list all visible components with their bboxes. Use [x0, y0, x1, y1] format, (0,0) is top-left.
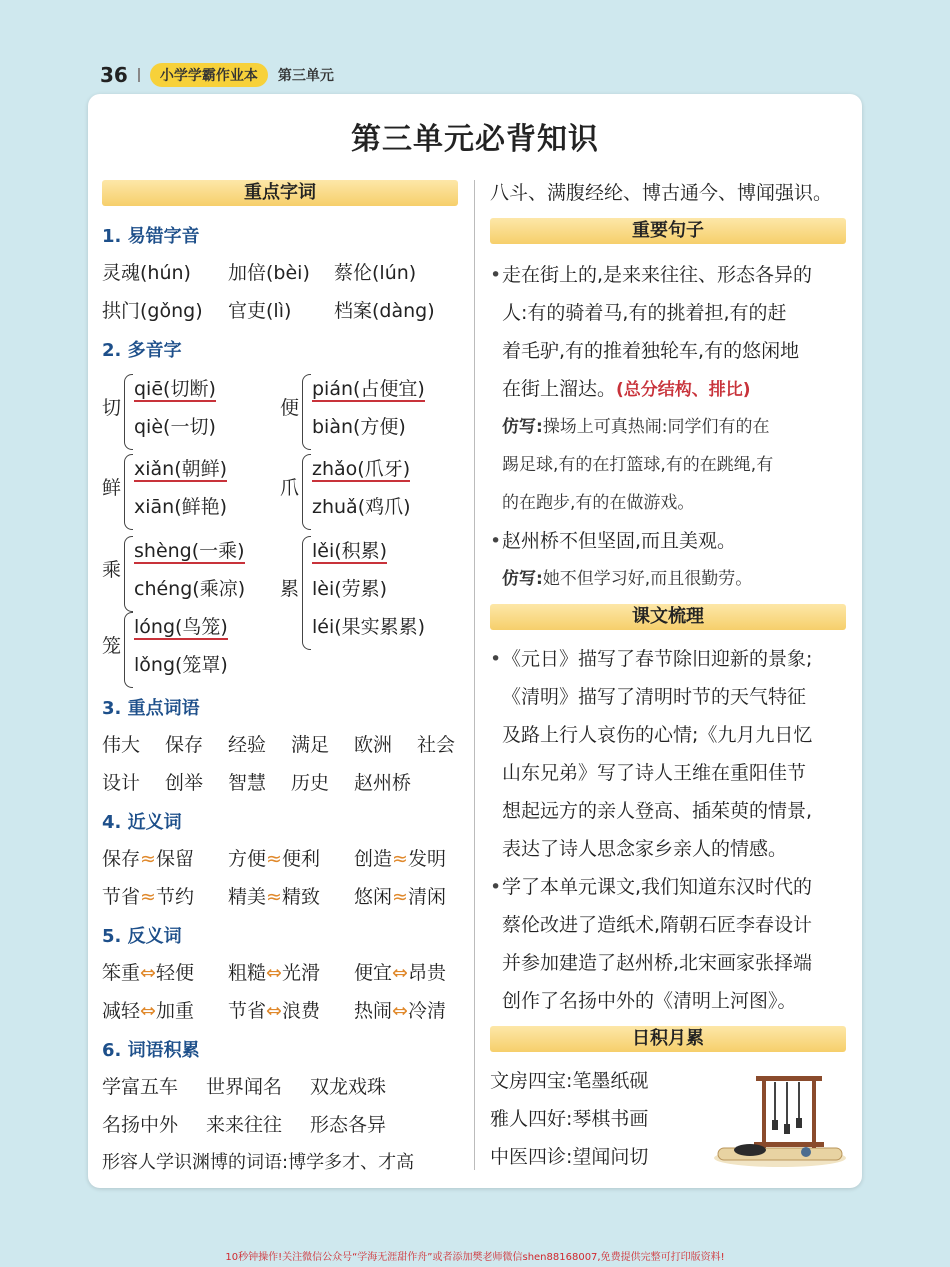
key-words-row-2	[102, 768, 411, 795]
synonyms-row-1	[102, 844, 446, 871]
antonym-pair: 热闹⇔冷清	[354, 1000, 446, 1022]
synonym-pair: 方便≈便利	[228, 848, 320, 870]
synonym-pair: 保存≈保留	[102, 848, 194, 870]
antonym-pair: 笨重⇔轻便	[102, 962, 194, 984]
antonym-pair: 减轻⇔加重	[102, 1000, 194, 1022]
daily-accumulation-list	[490, 1062, 690, 1176]
key-words-row-1	[102, 730, 455, 757]
column-divider	[474, 180, 475, 1170]
idiom-item: 学富五车	[102, 1076, 179, 1098]
antonym-pair: 便宜⇔昂贵	[354, 962, 446, 984]
idiom-item: 双龙戏珠	[310, 1076, 387, 1098]
polyphone-reading: pián(占便宜)	[312, 378, 425, 400]
word-item: 欧洲	[354, 734, 393, 756]
accumulation-row-2	[102, 1110, 386, 1137]
word-item: 伟大	[102, 734, 141, 756]
idiom-item: 世界闻名	[206, 1076, 283, 1098]
page-title: 第三单元必背知识	[351, 122, 599, 157]
idiom-item: 来来往往	[206, 1114, 283, 1136]
synonym-pair: 精美≈精致	[228, 886, 320, 908]
brace	[124, 536, 133, 612]
antonym-pair: 节省⇔浪费	[228, 1000, 320, 1022]
brace	[302, 536, 311, 650]
structure-note: (总分结构、排比)	[616, 380, 751, 400]
word-item: 经验	[228, 734, 267, 756]
polyphone-reading: léi(果实累累)	[312, 616, 426, 638]
section-title-polyphones: 2. 多音字	[102, 340, 182, 361]
brace	[124, 374, 133, 450]
word-item: 历史	[291, 772, 330, 794]
idiom-item: 名扬中外	[102, 1114, 179, 1136]
key-sentence-1: • 走在街上的,是来来往往、形态各异的 人:有的骑着马,有的挑着担,有的赶 着毛驴,有的推着独轮车,有的悠闲地 在街上溜达。(总分结构、排比)	[502, 256, 852, 409]
word-item: 创举	[165, 772, 204, 794]
banner-text-summary: 课文梳理	[490, 604, 846, 630]
polyphone-reading: xiān(鲜艳)	[134, 496, 228, 518]
polyphone-char: 笼	[102, 635, 122, 657]
book-name-badge: 小学学霸作业本	[150, 63, 268, 87]
accumulation-item: 雅人四好:琴棋书画	[490, 1108, 649, 1130]
polyphone-reading: chéng(乘凉)	[134, 578, 246, 600]
pronunciation-row-1	[102, 258, 416, 285]
word-item: 灵魂(hún)	[102, 262, 191, 284]
polyphone-reading: qiē(切断)	[134, 378, 216, 400]
idiom-item: 形态各异	[310, 1114, 387, 1136]
polyphone-reading: lóng(鸟笼)	[134, 616, 228, 638]
antonym-pair: 粗糙⇔光滑	[228, 962, 320, 984]
polyphone-char: 切	[102, 397, 122, 419]
word-item: 智慧	[228, 772, 267, 794]
polyphone-reading: qiè(一切)	[134, 416, 216, 438]
unit-name: 第三单元	[277, 68, 334, 84]
word-item: 满足	[291, 734, 330, 756]
synonym-pair: 节省≈节约	[102, 886, 194, 908]
polyphone-reading: lǒng(笼罩)	[134, 654, 228, 676]
polyphone-reading: xiǎn(朝鲜)	[134, 458, 228, 480]
brace	[124, 454, 133, 530]
polyphone-char: 爪	[280, 477, 300, 499]
imitation-1: 仿写:操场上可真热闹:同学们有的在 踢足球,有的在打篮球,有的在跳绳,有 的在跑步,有的在做游戏。	[502, 417, 774, 513]
accumulation-row-1	[102, 1072, 386, 1099]
imitation-label: 仿写:	[502, 417, 543, 437]
word-item: 拱门(gǒng)	[102, 300, 203, 322]
accumulation-row-3: 形容人学识渊博的词语:博学多才、才高	[102, 1152, 415, 1173]
word-item: 加倍(bèi)	[228, 262, 310, 284]
polyphone-reading: shèng(一乘)	[134, 540, 245, 562]
section-title-pronunciation: 1. 易错字音	[102, 226, 200, 247]
imitation-label: 仿写:	[502, 569, 543, 589]
word-item: 档案(dàng)	[334, 300, 435, 322]
banner-key-sentences: 重要句子	[490, 218, 846, 244]
pronunciation-row-2	[102, 296, 435, 323]
word-item: 官吏(lì)	[228, 300, 292, 322]
accumulation-item: 中医四诊:望闻问切	[490, 1146, 649, 1168]
word-item: 蔡伦(lún)	[334, 262, 417, 284]
antonyms-row-1	[102, 958, 446, 985]
section-title-key-words: 3. 重点词语	[102, 698, 200, 719]
section-title-antonyms: 5. 反义词	[102, 926, 182, 947]
polyphone-char: 便	[280, 397, 300, 419]
summary-paragraph-1: • 《元日》描写了春节除旧迎新的景象; 《清明》描写了清明时节的天气特征 及路上行人哀伤的心情;《九月九日忆 山东兄弟》写了诗人王维在重阳佳节 想起远方的亲人登高、插茱萸的情景, 表达了诗人思念家乡亲人的情感。	[502, 640, 852, 868]
synonym-pair: 悠闲≈清闲	[354, 886, 446, 908]
page-number: 36	[100, 63, 128, 87]
polyphone-reading: zhuǎ(鸡爪)	[312, 496, 411, 518]
brush-rack-illustration-icon	[710, 1066, 848, 1170]
polyphone-reading: lèi(劳累)	[312, 578, 388, 600]
banner-daily-accumulation: 日积月累	[490, 1026, 846, 1052]
section-title-synonyms: 4. 近义词	[102, 812, 182, 833]
content-card	[88, 94, 862, 1188]
continued-text: 八斗、满腹经纶、博古通今、博闻强识。	[490, 182, 833, 204]
synonym-pair: 创造≈发明	[354, 848, 446, 870]
antonyms-row-2	[102, 996, 446, 1023]
word-item: 设计	[102, 772, 141, 794]
footer-notice: 10秒钟操作!关注微信公众号“学海无涯甜作舟”或者添加樊老师微信shen88168007,免费提供完整可打印版资料!	[225, 1252, 725, 1263]
word-item: 保存	[165, 734, 204, 756]
polyphone-char: 鲜	[102, 477, 122, 499]
synonyms-row-2	[102, 882, 446, 909]
page-header	[100, 62, 334, 88]
summary-paragraph-2: • 学了本单元课文,我们知道东汉时代的 蔡伦改进了造纸术,隋朝石匠李春设计 并参加建造了赵州桥,北宋画家张择端 创作了名扬中外的《清明上河图》。	[502, 868, 852, 1020]
key-sentence-2: • 赵州桥不但坚固,而且美观。	[502, 522, 852, 560]
header-divider	[138, 68, 140, 82]
polyphone-reading: biàn(方便)	[312, 416, 406, 438]
imitation-2: 仿写:她不但学习好,而且很勤劳。	[502, 569, 753, 589]
polyphone-char: 乘	[102, 559, 122, 581]
polyphone-reading: lěi(积累)	[312, 540, 388, 562]
word-item: 社会	[417, 734, 456, 756]
brace	[124, 612, 133, 688]
polyphone-char: 累	[280, 578, 300, 600]
brace	[302, 374, 311, 450]
section-title-accumulation: 6. 词语积累	[102, 1040, 200, 1061]
brace	[302, 454, 311, 530]
word-item: 赵州桥	[354, 772, 412, 794]
banner-key-words: 重点字词	[102, 180, 458, 206]
accumulation-item: 文房四宝:笔墨纸砚	[490, 1070, 649, 1092]
polyphone-reading: zhǎo(爪牙)	[312, 458, 411, 480]
